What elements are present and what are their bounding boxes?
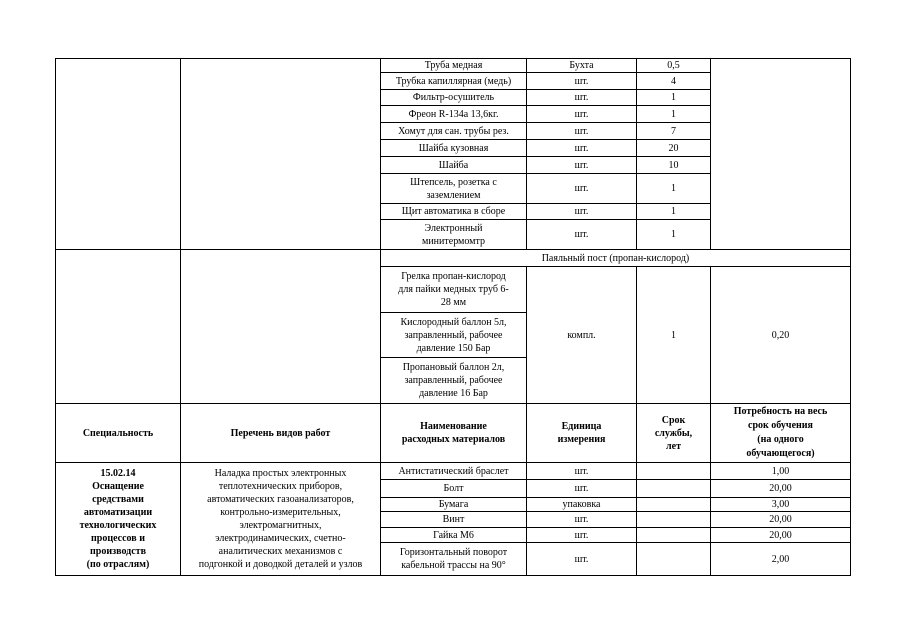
material-qty: 4: [637, 73, 711, 90]
material-term: [637, 512, 711, 528]
header-specialty: Специальность: [56, 404, 181, 463]
material-unit: шт.: [527, 106, 637, 123]
material-need: 20,00: [711, 480, 851, 498]
material-need: 2,00: [711, 543, 851, 576]
specialty-value: 15.02.14 Оснащение средствами автоматизации технологических процессов и производств (по отраслям): [56, 463, 181, 576]
material-name: Пропановый баллон 2л, заправленный, рабочее давление 16 Бар: [381, 358, 527, 404]
specialty-cell-empty: [56, 59, 181, 250]
material-name: Шайба кузовная: [381, 140, 527, 157]
header-term: Срок службы, лет: [637, 404, 711, 463]
header-need: Потребность на весь срок обучения (на одного обучающегося): [711, 404, 851, 463]
material-name: Бумага: [381, 498, 527, 512]
header-works: Перечень видов работ: [181, 404, 381, 463]
specialty-cell-empty: [56, 250, 181, 404]
material-unit: Бухта: [527, 59, 637, 73]
material-need: 20,00: [711, 512, 851, 528]
material-name: Грелка пропан-кислород для пайки медных труб 6- 28 мм: [381, 267, 527, 313]
material-name: Щит автоматика в сборе: [381, 204, 527, 220]
material-name: Фреон R-134а 13,6кг.: [381, 106, 527, 123]
material-unit: шт.: [527, 174, 637, 204]
material-qty: 20: [637, 140, 711, 157]
material-unit: шт.: [527, 123, 637, 140]
material-term: [637, 480, 711, 498]
material-name: Гайка М6: [381, 528, 527, 543]
header-materials: Наименование расходных материалов: [381, 404, 527, 463]
material-qty: 10: [637, 157, 711, 174]
material-name: Электронный минитермомтр: [381, 220, 527, 250]
material-qty: 1: [637, 174, 711, 204]
material-unit: шт.: [527, 480, 637, 498]
material-qty: 1: [637, 220, 711, 250]
material-unit: шт.: [527, 90, 637, 106]
material-unit: шт.: [527, 73, 637, 90]
material-qty: 0,5: [637, 59, 711, 73]
material-name: Болт: [381, 480, 527, 498]
material-unit: упаковка: [527, 498, 637, 512]
material-term: [637, 498, 711, 512]
material-name: Шайба: [381, 157, 527, 174]
material-unit: шт.: [527, 140, 637, 157]
material-unit: шт.: [527, 220, 637, 250]
material-name: Кислородный баллон 5л, заправленный, рабочее давление 150 Бар: [381, 313, 527, 358]
material-name: Хомут для сан. трубы рез.: [381, 123, 527, 140]
material-name: Трубка капиллярная (медь): [381, 73, 527, 90]
material-term: 1: [637, 267, 711, 404]
section-title: Паяльный пост (пропан-кислород): [381, 250, 851, 267]
table-row: [56, 59, 851, 73]
material-need: 0,20: [711, 267, 851, 404]
material-unit: шт.: [527, 204, 637, 220]
material-term: [637, 543, 711, 576]
material-term: [637, 463, 711, 480]
material-qty: 1: [637, 90, 711, 106]
works-cell-empty: [181, 250, 381, 404]
material-unit: шт.: [527, 512, 637, 528]
material-need: 1,00: [711, 463, 851, 480]
header-row: [56, 404, 851, 463]
material-name: Винт: [381, 512, 527, 528]
works-cell-empty: [181, 59, 381, 250]
material-name: Фильтр-осушитель: [381, 90, 527, 106]
material-qty: 1: [637, 204, 711, 220]
material-unit: шт.: [527, 528, 637, 543]
material-name: Антистатический браслет: [381, 463, 527, 480]
material-need: 20,00: [711, 528, 851, 543]
material-name: Штепсель, розетка с заземлением: [381, 174, 527, 204]
works-value: Наладка простых электронных теплотехнических приборов, автоматических газоанализаторов, контрольно-измерительных, электромагнитных, электродинамических, счетно- аналитических механизмов с подгонкой и доводкой деталей и узлов: [181, 463, 381, 576]
material-unit: шт.: [527, 157, 637, 174]
table-row: [56, 250, 851, 267]
material-qty: 7: [637, 123, 711, 140]
material-qty: 1: [637, 106, 711, 123]
material-term: [637, 528, 711, 543]
material-unit: шт.: [527, 543, 637, 576]
material-unit: шт.: [527, 463, 637, 480]
header-unit: Единица измерения: [527, 404, 637, 463]
materials-table: [55, 58, 851, 576]
material-name: Труба медная: [381, 59, 527, 73]
table-row: [56, 463, 851, 480]
material-unit: компл.: [527, 267, 637, 404]
need-cell-empty: [711, 59, 851, 250]
material-need: 3,00: [711, 498, 851, 512]
material-name: Горизонтальный поворот кабельной трассы на 90°: [381, 543, 527, 576]
